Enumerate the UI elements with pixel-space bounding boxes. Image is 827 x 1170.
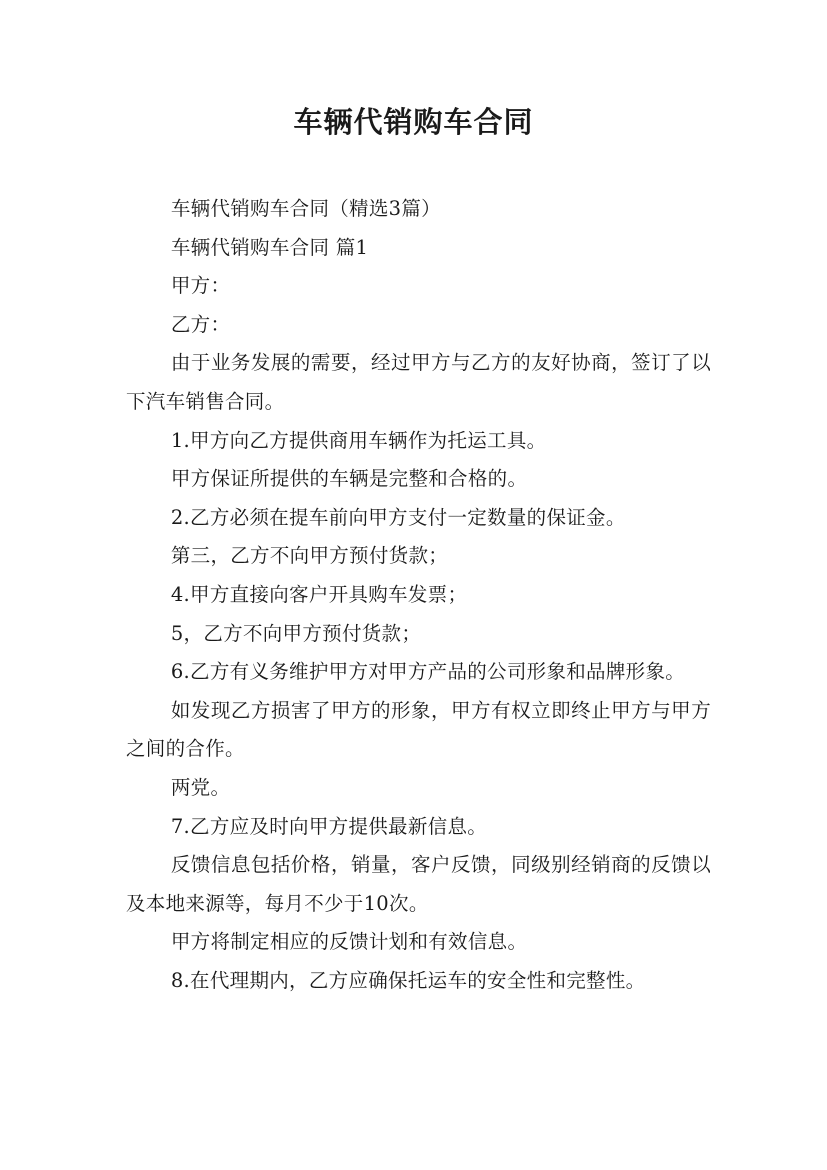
paragraph: 甲方将制定相应的反馈计划和有效信息。 [170, 930, 528, 954]
paragraph: 第三，乙方不向甲方预付货款； [170, 544, 449, 568]
paragraph: 2.乙方必须在提车前向甲方支付一定数量的保证金。 [170, 505, 626, 529]
paragraph-party-a: 甲方： [170, 274, 231, 298]
paragraph: 1.甲方向乙方提供商用车辆作为托运工具。 [170, 428, 547, 452]
paragraph: 两党。 [170, 775, 231, 799]
paragraph: 6.乙方有义务维护甲方对甲方产品的公司形象和品牌形象。 [170, 660, 686, 684]
document-body [126, 190, 711, 1000]
document-title: 车辆代销购车合同 [293, 105, 534, 139]
paragraph-section-heading: 车辆代销购车合同 篇1 [170, 235, 369, 259]
paragraph: 甲方保证所提供的车辆是完整和合格的。 [170, 467, 528, 491]
paragraph-subtitle: 车辆代销购车合同（精选3篇） [170, 197, 441, 220]
paragraph: 如发现乙方损害了甲方的形象，甲方有权立即终止甲方与甲方之间的合作。 [126, 698, 711, 761]
paragraph: 8.在代理期内，乙方应确保托运车的安全性和完整性。 [170, 968, 646, 992]
paragraph: 由于业务发展的需要，经过甲方与乙方的友好协商，签订了以下汽车销售合同。 [126, 351, 711, 413]
paragraph-party-b: 乙方： [170, 312, 231, 336]
paragraph: 5，乙方不向甲方预付货款； [170, 621, 422, 645]
paragraph: 7.乙方应及时向甲方提供最新信息。 [170, 814, 488, 838]
paragraph: 反馈信息包括价格，销量，客户反馈，同级别经销商的反馈以及本地来源等，每月不少于10次。 [126, 853, 711, 915]
paragraph: 4.甲方直接向客户开具购车发票； [170, 582, 468, 606]
